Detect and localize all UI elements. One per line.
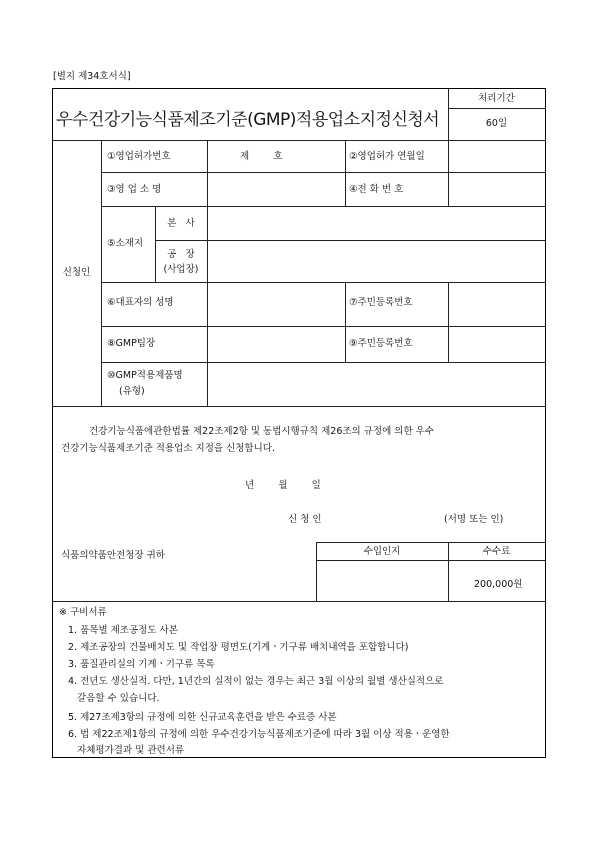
row-line-6 [101,362,545,363]
phone-label: ④전 화 번 호 [349,184,404,195]
vline-b2 [345,282,346,362]
document-item: 3. 품질관리실의 기계ㆍ기구류 목록 [68,659,215,670]
fee-label: 수수료 [482,546,511,557]
processing-divider [448,108,545,109]
row-line-2 [101,206,545,207]
license-number-label: ①영업허가번호 [107,151,171,162]
documents-heading: ※ 구비서류 [59,607,107,618]
document-item: 5. 제27조제3항의 규정에 의한 신규교육훈련을 받은 수료증 사본 [68,712,337,723]
product-type-label: (유형) [119,386,145,397]
form-right-border [545,88,546,757]
row-line-4 [101,282,545,283]
location-label: ⑤소재지 [107,238,144,249]
vline-b1 [345,140,346,206]
vline-c2 [448,282,449,362]
document-item: 갈음할 수 있습니다. [68,693,160,704]
statement-line-1: 건강기능식품에관한법률 제22조제2항 및 동법시행규칙 제26조의 규정에 의한 우수 [89,426,435,437]
document-item: 2. 제조공장의 건물배치도 및 작업장 평면도(기계ㆍ기구류 배치내역을 포함합니다) [68,642,409,653]
vline-a2 [207,282,208,406]
fee-value: 200,000원 [474,579,523,590]
date-line: 년 월 일 [245,480,321,491]
head-office-label: 본 사 [167,218,195,229]
form-top-border [52,88,546,89]
recipient: 식품의약품안전청장 귀하 [61,550,165,561]
signature-note: (서명 또는 인) [444,514,504,525]
title-bottom-line [52,140,546,141]
vline-c1 [448,140,449,206]
gmp-manager-label: ⑧GMP팀장 [107,338,156,349]
document-item: 6. 법 제22조제1항의 규정에 의한 우수건강기능식품제조기준에 따라 3월 이상 적용ㆍ운영한 [68,729,450,740]
form-number: [별지 제34호서식] [53,71,131,82]
rep-id-number-label: ⑦주민등록번호 [349,297,413,308]
business-name-label: ③영 업 소 명 [107,184,162,195]
document-item: 1. 품목별 제조공정도 사본 [68,625,178,636]
applicant-label: 신청인 [62,267,91,278]
vline-a1 [207,140,208,206]
row-line-1 [101,172,545,173]
license-number-value: 제 호 [240,151,283,162]
vline-loc2 [207,206,208,282]
processing-value: 60일 [485,118,508,129]
row-line-3 [155,240,545,241]
fee-top-line [316,542,545,543]
processing-label: 처리기간 [478,93,515,104]
form-left-border [52,88,53,757]
applicant-bottom-line [52,406,546,407]
factory-label: 공 장 [167,249,195,260]
representative-name-label: ⑥대표자의 성명 [107,297,174,308]
manager-id-number-label: ⑨주민등록번호 [349,338,413,349]
document-item: 자체평가결과 및 관련서류 [68,745,185,756]
gmp-product-label: ⑩GMP적용제품명 [107,370,183,381]
fee-mid-line [316,560,545,561]
form-title: 우수건강기능식품제조기준(GMP)적용업소지정신청서 [56,110,440,130]
form-bottom-border [52,757,546,758]
statement-line-2: 건강기능식품제조기준 적용업소 지정을 신청합니다. [61,443,275,454]
workplace-label: (사업장) [163,264,199,275]
revenue-stamp-label: 수입인지 [363,546,401,557]
documents-top-line [52,601,546,602]
applicant-column-line [101,140,102,406]
applicant-sign-label: 신 청 인 [288,514,322,525]
row-line-5 [101,326,545,327]
document-item: 4. 전년도 생산실적. 다만, 1년간의 실적이 없는 경우는 최근 3월 이상의 월별 생산실적으로 [68,676,444,687]
license-date-label: ②영업허가 연월일 [349,151,425,162]
